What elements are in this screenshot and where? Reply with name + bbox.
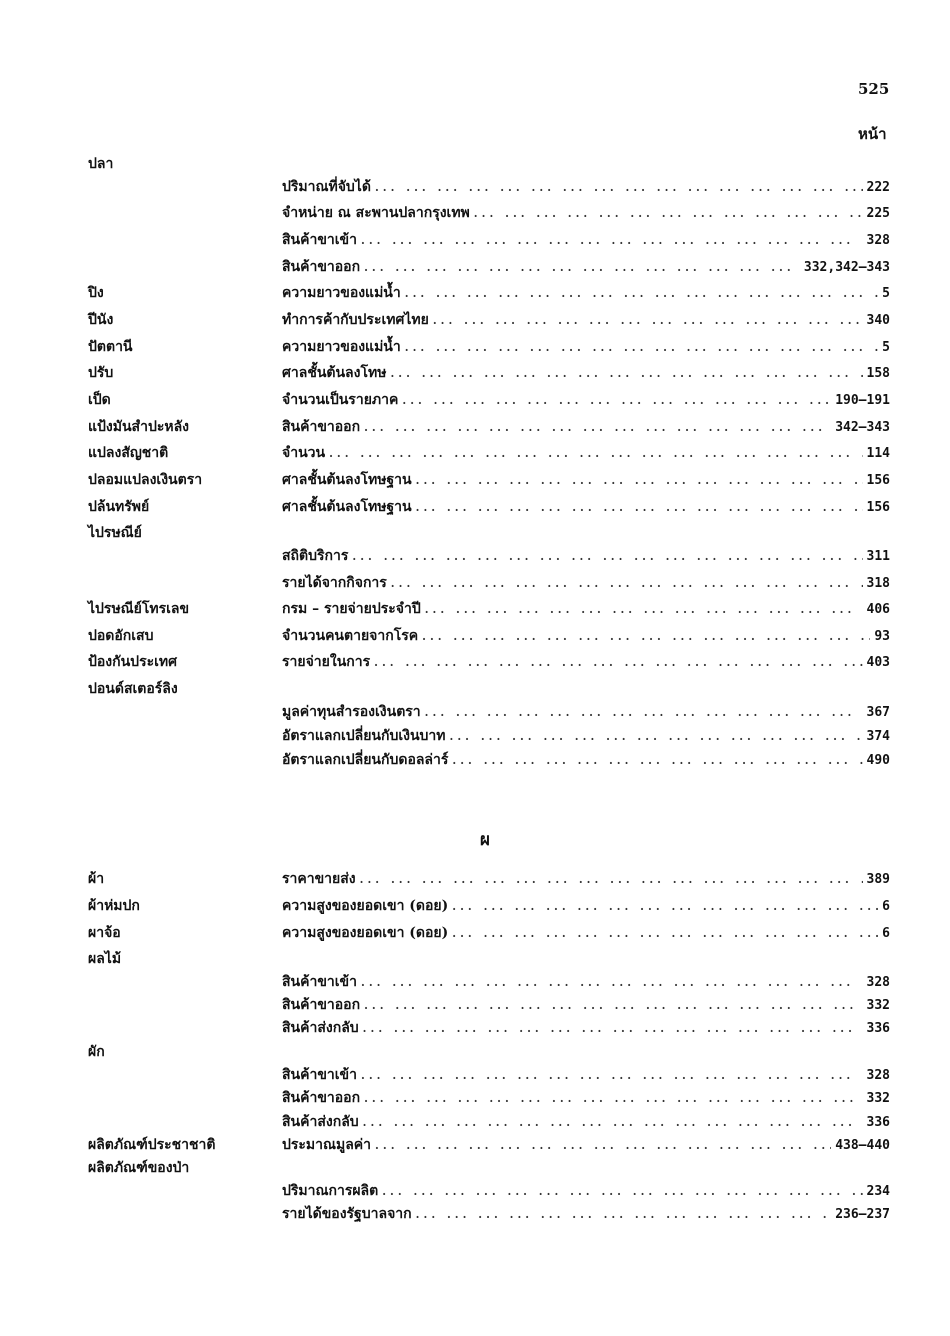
subentry	[282, 176, 890, 199]
index-term: ผลิตภัณฑ์ของป่า	[88, 1160, 190, 1176]
subentry-text: สินค้าขาออก	[282, 1090, 361, 1106]
index-term: ผลไม้	[88, 951, 122, 967]
page-reference: 490	[866, 753, 890, 768]
subentry	[282, 1017, 890, 1040]
subentry-text: ความยาวของแม่น้ำ	[282, 285, 401, 301]
dot-leader	[416, 1204, 832, 1226]
subentry	[282, 256, 890, 279]
subentry	[282, 625, 890, 648]
subentry	[282, 545, 890, 568]
index-entry	[0, 1087, 950, 1109]
subentry-text: สินค้าขาออก	[282, 259, 361, 275]
index-entry	[0, 153, 950, 175]
index-entry	[0, 545, 950, 567]
page-reference: 114	[866, 446, 890, 461]
index-term: ไปรษณีย์	[88, 525, 142, 541]
index-entry	[0, 922, 950, 944]
index-term: ผาจ้อ	[88, 925, 121, 941]
subentry-text: จำหน่าย ณ สะพานปลากรุงเทพ	[282, 205, 470, 221]
subentry-text: ศาลชั้นต้นลงโทษฐาน	[282, 499, 412, 515]
index-entry	[0, 1017, 950, 1039]
subentry-text: จำนวน	[282, 445, 326, 461]
subentry	[282, 725, 890, 748]
subentry	[282, 362, 890, 385]
page-reference: 438–440	[835, 1138, 890, 1153]
index-term: ปีนัง	[88, 312, 114, 328]
page-reference: 225	[866, 206, 890, 221]
subentry-text: อัตราแลกเปลี่ยนกับเงินบาท	[282, 728, 446, 744]
page-number: 525	[858, 80, 890, 98]
subentry	[282, 1180, 890, 1203]
subentry	[282, 598, 890, 621]
index-term: ป้องกันประเทศ	[88, 654, 178, 670]
index-entry	[0, 678, 950, 700]
index-entry	[0, 651, 950, 673]
subentry	[282, 1203, 890, 1226]
subentry	[282, 1064, 890, 1087]
subentry-text: จำนวนเป็นรายภาค	[282, 392, 399, 408]
dot-leader	[352, 546, 862, 568]
index-entry	[0, 1134, 950, 1156]
subentry	[282, 416, 890, 439]
index-term: แปลงสัญชาติ	[88, 445, 169, 461]
index-entry	[0, 1157, 950, 1179]
index-entry	[0, 202, 950, 224]
dot-leader	[375, 1135, 831, 1157]
index-term: ผัก	[88, 1044, 105, 1060]
dot-leader	[433, 310, 863, 332]
index-entry	[0, 442, 950, 464]
page-reference: 5	[882, 340, 890, 355]
index-entry	[0, 229, 950, 251]
index-term: ปลอมแปลงเงินตรา	[88, 472, 203, 488]
subentry-text: รายจ่ายในการ	[282, 654, 371, 670]
index-entry	[0, 572, 950, 594]
page-reference: 6	[882, 899, 890, 914]
subentry	[282, 469, 890, 492]
index-term: ปิง	[88, 285, 104, 301]
index-entry	[0, 496, 950, 518]
dot-leader	[363, 1112, 863, 1134]
index-term: ปล้นทรัพย์	[88, 499, 150, 515]
page-reference: 340	[866, 313, 890, 328]
dot-leader	[360, 869, 863, 891]
subentry	[282, 868, 890, 891]
index-entry	[0, 1064, 950, 1086]
index-entry	[0, 362, 950, 384]
subentry	[282, 701, 890, 724]
subentry-text: ศาลชั้นต้นลงโทษ	[282, 365, 387, 381]
page-reference: 336	[866, 1115, 890, 1130]
page-reference: 328	[866, 975, 890, 990]
dot-leader	[474, 203, 863, 225]
subentry-text: ราคาขายส่ง	[282, 871, 356, 887]
index-entry	[0, 868, 950, 890]
dot-leader	[452, 896, 878, 918]
index-entry	[0, 522, 950, 544]
page-reference: 332	[866, 1091, 890, 1106]
page-reference: 403	[866, 655, 890, 670]
subentry-text: จำนวนคนตายจากโรค	[282, 628, 419, 644]
index-entry	[0, 469, 950, 491]
index-entry	[0, 1041, 950, 1063]
subentry-text: สินค้าขาออก	[282, 997, 361, 1013]
dot-leader	[375, 177, 863, 199]
index-entry	[0, 598, 950, 620]
page-reference: 332,342–343	[803, 260, 890, 275]
subentry-text: ทำการค้ากับประเทศไทย	[282, 312, 429, 328]
subentry	[282, 994, 890, 1017]
dot-leader	[382, 1181, 862, 1203]
subentry	[282, 336, 890, 359]
subentry-text: รายได้ของรัฐบาลจาก	[282, 1206, 412, 1222]
subentry	[282, 971, 890, 994]
subentry	[282, 922, 890, 945]
subentry-text: ความสูงของยอดเขา (ดอย)	[282, 925, 449, 941]
page-reference: 5	[882, 286, 890, 301]
index-term: เป็ด	[88, 392, 111, 408]
index-entry	[0, 625, 950, 647]
index-entry	[0, 971, 950, 993]
dot-leader	[422, 626, 870, 648]
subentry-text: รายได้จากกิจการ	[282, 575, 387, 591]
page-reference: 236–237	[835, 1207, 890, 1222]
index-entry	[0, 1111, 950, 1133]
dot-leader	[405, 337, 878, 359]
dot-leader	[450, 726, 863, 748]
subentry-text: ความสูงของยอดเขา (ดอย)	[282, 898, 449, 914]
index-term: ปอดอักเสบ	[88, 628, 154, 644]
index-entry	[0, 176, 950, 198]
subentry-text: ปริมาณที่จับได้	[282, 179, 371, 195]
page-reference: 156	[866, 473, 890, 488]
page-reference: 190–191	[835, 393, 890, 408]
dot-leader	[416, 497, 863, 519]
dot-leader	[364, 417, 831, 439]
dot-leader	[452, 923, 878, 945]
page-reference: 93	[874, 629, 890, 644]
index-entry	[0, 256, 950, 278]
index-term: ปลา	[88, 156, 114, 172]
index-entry	[0, 389, 950, 411]
index-term: ปัตตานี	[88, 339, 133, 355]
dot-leader	[425, 702, 863, 724]
index-term: ผ้าห่มปก	[88, 898, 140, 914]
page-reference: 389	[866, 872, 890, 887]
section-letter: ผ	[480, 830, 490, 850]
dot-leader	[364, 1088, 862, 1110]
page-reference: 406	[866, 602, 890, 617]
subentry	[282, 749, 890, 772]
index-term: ปอนด์สเตอร์ลิง	[88, 681, 178, 697]
index-entry	[0, 749, 950, 771]
index-term: ผลิตภัณฑ์ประชาชาติ	[88, 1137, 216, 1153]
page-reference: 311	[866, 549, 890, 564]
dot-leader	[391, 573, 863, 595]
index-entry	[0, 948, 950, 970]
dot-leader	[374, 652, 862, 674]
subentry-text: สินค้าส่งกลับ	[282, 1020, 359, 1036]
subentry-text: สินค้าส่งกลับ	[282, 1114, 359, 1130]
subentry-text: สินค้าขาออก	[282, 419, 361, 435]
dot-leader	[425, 599, 863, 621]
page-reference: 342–343	[835, 420, 890, 435]
dot-leader	[402, 390, 831, 412]
subentry-text: กรม – รายจ่ายประจำปี	[282, 601, 421, 617]
subentry-text: ปริมาณการผลิต	[282, 1183, 379, 1199]
subentry	[282, 229, 890, 252]
subentry	[282, 282, 890, 305]
subentry-text: สถิติบริการ	[282, 548, 349, 564]
dot-leader	[361, 1065, 863, 1087]
index-entry	[0, 895, 950, 917]
subentry	[282, 895, 890, 918]
dot-leader	[405, 283, 878, 305]
subentry	[282, 1111, 890, 1134]
index-entry	[0, 282, 950, 304]
index-entry	[0, 309, 950, 331]
subentry	[282, 202, 890, 225]
subentry-text: สินค้าขาเข้า	[282, 974, 357, 990]
index-term: แป้งมันสำปะหลัง	[88, 419, 190, 435]
dot-leader	[364, 257, 800, 279]
dot-leader	[361, 230, 863, 252]
dot-leader	[363, 1018, 863, 1040]
subentry	[282, 572, 890, 595]
subentry	[282, 651, 890, 674]
subentry-text: ประมาณมูลค่า	[282, 1137, 372, 1153]
page-reference: 336	[866, 1021, 890, 1036]
subentry	[282, 389, 890, 412]
subentry-text: ความยาวของแม่น้ำ	[282, 339, 401, 355]
index-term: ไปรษณีย์โทรเลข	[88, 601, 190, 617]
index-entry	[0, 725, 950, 747]
subentry	[282, 309, 890, 332]
page-reference: 328	[866, 1068, 890, 1083]
index-term: ผ้า	[88, 871, 105, 887]
subentry-text: มูลค่าทุนสำรองเงินตรา	[282, 704, 421, 720]
page-reference: 6	[882, 926, 890, 941]
dot-leader	[416, 470, 863, 492]
index-entry	[0, 1180, 950, 1202]
page-reference: 156	[866, 500, 890, 515]
dot-leader	[364, 995, 862, 1017]
dot-leader	[452, 750, 862, 772]
index-entry	[0, 336, 950, 358]
index-entry	[0, 701, 950, 723]
page-reference: 318	[866, 576, 890, 591]
index-entry	[0, 416, 950, 438]
page-reference: 234	[866, 1184, 890, 1199]
index-entry	[0, 994, 950, 1016]
subentry	[282, 1134, 890, 1157]
page-reference: 332	[866, 998, 890, 1013]
page-reference: 158	[866, 366, 890, 381]
dot-leader	[361, 972, 863, 994]
subentry	[282, 442, 890, 465]
page-reference: 328	[866, 233, 890, 248]
index-entry	[0, 1203, 950, 1225]
dot-leader	[390, 363, 862, 385]
subentry-text: สินค้าขาเข้า	[282, 1067, 357, 1083]
subentry-text: สินค้าขาเข้า	[282, 232, 357, 248]
subentry-text: ศาลชั้นต้นลงโทษฐาน	[282, 472, 412, 488]
subentry	[282, 1087, 890, 1110]
page-column-label: หน้า	[858, 125, 887, 143]
index-term: ปรับ	[88, 365, 114, 381]
page-reference: 367	[866, 705, 890, 720]
page-reference: 374	[866, 729, 890, 744]
page-reference: 222	[866, 180, 890, 195]
subentry	[282, 496, 890, 519]
subentry-text: อัตราแลกเปลี่ยนกับดอลล่าร์	[282, 752, 449, 768]
dot-leader	[329, 443, 862, 465]
